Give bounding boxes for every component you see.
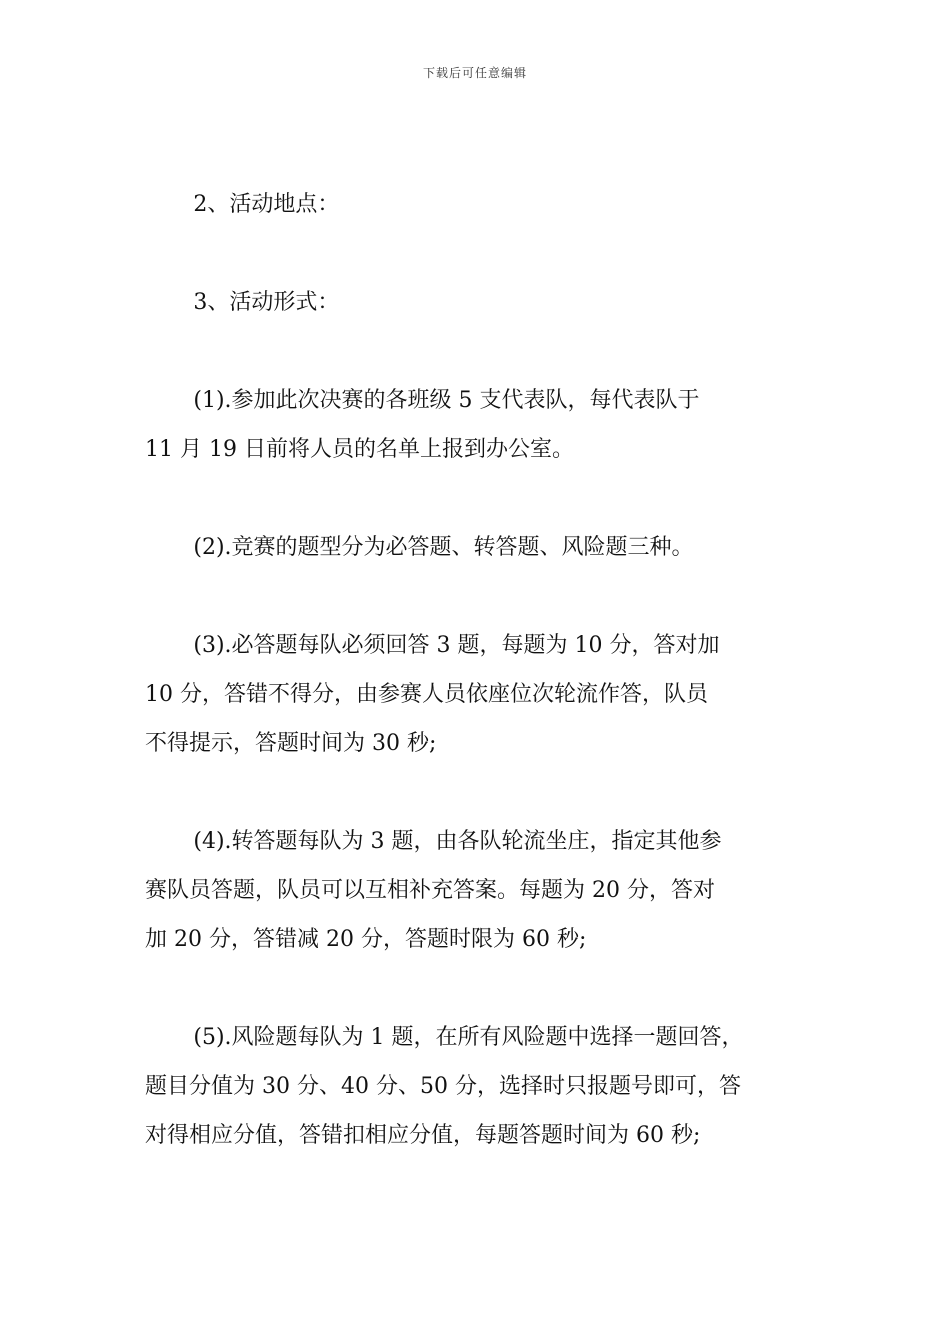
page-header-note: 下载后可任意编辑 <box>422 66 527 80</box>
heading-activity-format <box>145 278 810 327</box>
item-2-paragraph <box>145 523 810 572</box>
item-3-line-2: 10 分，答错不得分，由参赛人员依座位次轮流作答，队员 <box>145 682 708 707</box>
item-2-line-1: (2).竞赛的题型分为必答题、转答题、风险题三种。 <box>193 535 694 560</box>
item-5-line-2: 题目分值为 30 分、40 分、50 分，选择时只报题号即可，答 <box>145 1074 741 1099</box>
item-1-line-1: (1).参加此次决赛的各班级 5 支代表队，每代表队于 <box>193 388 700 413</box>
item-4-line-3: 加 20 分，答错减 20 分，答题时限为 60 秒; <box>145 927 587 952</box>
item-5-line-3: 对得相应分值，答错扣相应分值，每题答题时间为 60 秒; <box>145 1123 701 1148</box>
heading-activity-location <box>145 180 810 229</box>
item-1-paragraph <box>145 376 810 474</box>
item-3-paragraph <box>145 621 810 768</box>
item-3-line-1: (3).必答题每队必须回答 3 题，每题为 10 分，答对加 <box>193 633 720 658</box>
item-4-line-1: (4).转答题每队为 3 题，由各队轮流坐庄，指定其他参 <box>193 829 722 854</box>
item-4-paragraph <box>145 817 810 964</box>
heading-line: 3、活动形式： <box>193 290 340 315</box>
item-5-line-1: (5).风险题每队为 1 题，在所有风险题中选择一题回答， <box>193 1025 744 1050</box>
item-1-line-2: 11 月 19 日前将人员的名单上报到办公室。 <box>145 437 574 462</box>
item-5-paragraph <box>145 1013 810 1160</box>
heading-line: 2、活动地点： <box>193 192 340 217</box>
item-4-line-2: 赛队员答题，队员可以互相补充答案。每题为 20 分，答对 <box>145 878 715 903</box>
item-3-line-3: 不得提示，答题时间为 30 秒; <box>145 731 437 756</box>
document-body <box>145 180 810 1209</box>
